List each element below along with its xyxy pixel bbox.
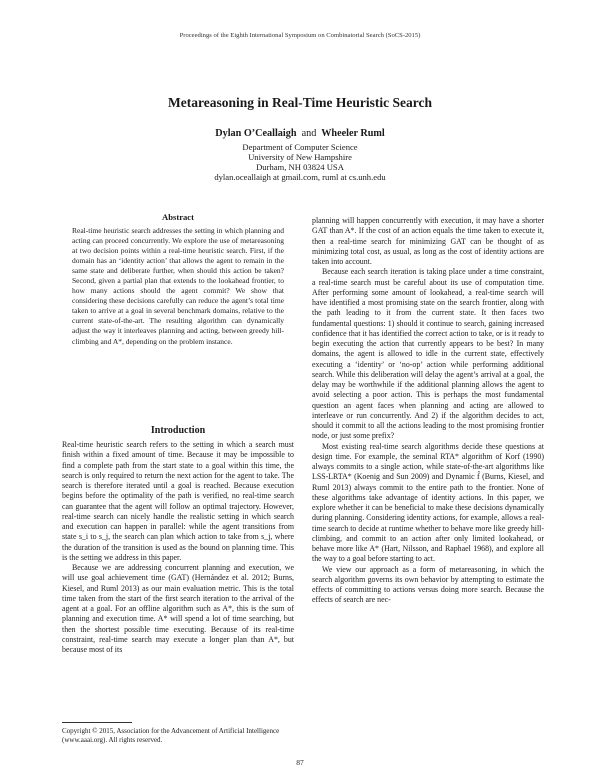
affiliation-university: University of New Hampshire (248, 152, 352, 162)
author-conjunction: and (301, 128, 317, 139)
abstract-heading: Abstract (162, 212, 194, 222)
author-first: Dylan O’Ceallaigh (215, 128, 297, 139)
page-number: 87 (296, 758, 304, 767)
abstract-text: Real-time heuristic search addresses the setting in which planning and acting can proceed concurrently. We explore the use of metareasoning at two decision points within a real-time heuristic search. First, if the domain has an ‘identity action’ that allows the agent to remain in the same state and deliberate further, when should this action be taken? Second, given a partial plan that extends to the lookahead frontier, to how many actions should the agent commit? We show that considering these decisions carefully can reduce the agent’s total time taken to arrive at a goal in several benchmark domains, relative to the current state-of-the-art. The resulting algorithm can dynamically adjust the way it interleaves planning and acting, between greedy hill-climbing and A*, depending on the problem instance. (72, 226, 284, 346)
paragraph-intro-2: Because we are addressing concurrent planning and execution, we will use goal achievement time (GAT) (Hernández et al. 2012; Burns, Kiesel, and Ruml 2013) as our main evaluation metric. This is the total time taken from the start of the first search iteration to the arrival of the agent at a goal. For an offline algorithm such as A*, this is the sum of planning and execution time. A* will spend a lot of time searching, but then the shortest possible time executing. Because of its real-time constraint, real-time search may execute a longer plan than A*, but because most of its (62, 563, 294, 654)
right-column-body (312, 216, 544, 606)
affiliation-department: Department of Computer Science (242, 142, 358, 152)
paper-title: Metareasoning in Real-Time Heuristic Search (168, 95, 432, 110)
author-line (0, 128, 600, 139)
copyright-notice: Copyright © 2015, Association for the Advancement of Artificial Intelligence (www.aaai.org). All rights reserved. (62, 727, 280, 744)
author-second: Wheeler Ruml (321, 128, 385, 139)
paragraph-intro-6: We view our approach as a form of metareasoning, in which the search algorithm governs its own behavior by attempting to estimate the effects of committing to actions versus doing more search. Because the effects of search are nec- (312, 564, 544, 605)
proceedings-header: Proceedings of the Eighth International Symposium on Combinatorial Search (SoCS-2015) (179, 32, 421, 39)
footnote-rule (62, 722, 132, 723)
affiliation-city: Durham, NH 03824 USA (256, 162, 344, 172)
introduction-heading: Introduction (150, 425, 206, 436)
affiliation-email: dylan.oceallaigh at gmail.com, ruml at cs.unh.edu (214, 172, 386, 182)
paragraph-intro-5: Most existing real-time search algorithms decide these questions at design time. For example, the seminal RTA* algorithm of Korf (1990) always commits to a single action, while state-of-the-art algorithms like LSS-LRTA* (Koenig and Sun 2009) and Dynamic f̂ (Burns, Kiesel, and Ruml 2013) always commit to the entire path to the frontier. None of these algorithms take advantage of identity actions. In this paper, we explore whether it can be beneficial to make these decisions dynamically during planning. Considering identity actions, for example, allows a real-time search to decide at runtime whether to behave more like greedy hill-climbing, and commit to an action after only limited lookahead, or behave more like A* (Hart, Nilsson, and Raphael 1968), and explore all the way to a goal before starting to act. (312, 441, 544, 564)
left-column-body (62, 440, 294, 655)
paragraph-intro-1: Real-time heuristic search refers to the setting in which a search must finish within a fixed amount of time. Because it may be impossible to find a complete path from the start state to a goal within this time, the search is only required to return the next action for the agent to take. The search is therefore iterated until a goal is reached. Because execution begins before the optimality of the path is verified, no real-time search can guarantee that the agent will follow an optimal trajectory. However, real-time search can nicely handle the realistic setting in which search and execution can happen in parallel: while the agent transitions from state s_i to s_j, the search can plan which action to take from s_j, where the duration of the transition is used as the bound on planning time. This is the setting we address in this paper. (62, 440, 294, 562)
paragraph-intro-4: Because each search iteration is taking place under a time constraint, a real-time search must be careful about its use of computation time. After performing some amount of lookahead, a real-time search will have identified a most promising state on the search frontier, along with the path leading to it from the current state. It then faces two fundamental questions: 1) should it continue to search, gaining increased confidence that it has identified the correct action to take, or is it ready to begin executing the action that currently appears to be best? In many domains, the agent is allowed to idle in the current state, effectively executing a ‘identity’ or ‘no-op’ action while performing additional search. While this deliberation will delay the agent’s arrival at a goal, the delay may be worthwhile if the additional planning allows the agent to avoid selecting a poor action. This is perhaps the most fundamental question an agent faces when planning and acting are allowed to interleave or run concurrently. And 2) if the algorithm decides to act, should it commit to all the actions leading to the most promising frontier node, or just some prefix? (312, 267, 544, 441)
paragraph-intro-3: planning will happen concurrently with execution, it may have a shorter GAT than A*. If the cost of an action equals the time taken to execute it, then a real-time search for minimizing GAT can be thought of as minimizing total cost, as usual, as long as the cost of identity actions are taken into account. (312, 216, 544, 266)
